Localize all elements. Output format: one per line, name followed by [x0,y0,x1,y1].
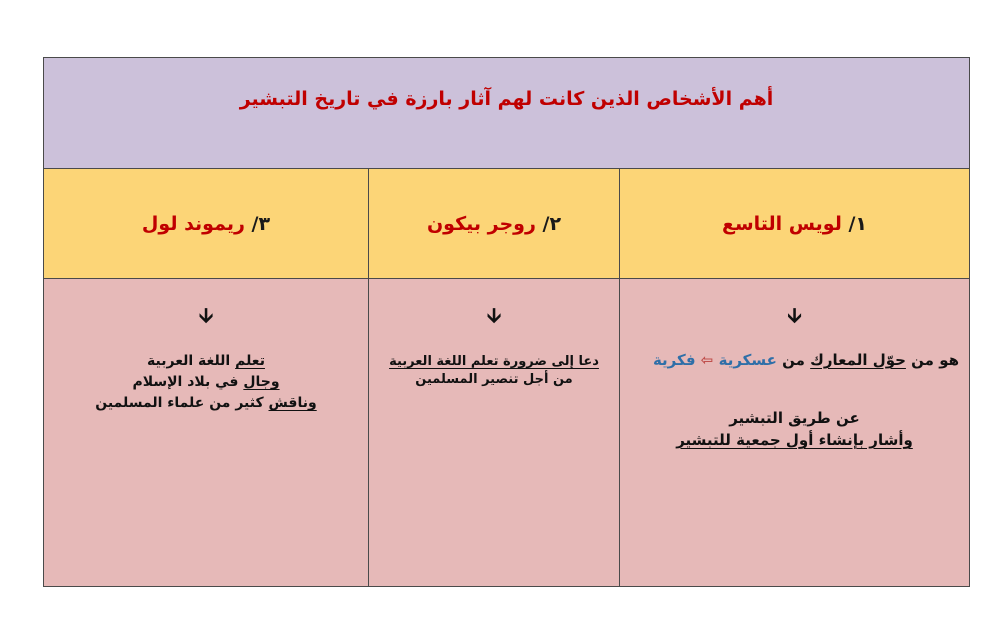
header-number: ١/ [848,212,868,235]
header-cell-roger-bacon [369,169,620,278]
title-row [44,58,969,169]
table-title: أهم الأشخاص الذين كانت لهم آثار بارزة في تاريخ التبشير [239,88,774,110]
content-line-2 [44,372,368,393]
word: تعلم [235,353,265,369]
header-cell-raymond-lull [44,169,369,278]
word: عسكرية [718,351,777,369]
header-number: ٣/ [251,212,271,235]
down-arrow-icon: 🡫 [486,303,502,327]
down-arrow-icon: 🡫 [198,303,214,327]
content-cell-louis-ix [620,279,969,586]
summary-table [43,57,970,587]
left-arrow-icon: ⇦ [700,351,714,369]
header-name: روجر بيكون [426,212,536,235]
word: في بلاد الإسلام [132,374,239,390]
header-name: ريموند لول [141,212,245,235]
header-row [44,169,969,279]
content-cell-raymond-lull [44,279,369,586]
word: من [782,351,805,369]
word: من [911,351,934,369]
content-line-3 [44,393,368,414]
down-arrow-icon: 🡫 [787,303,802,327]
content-lines [369,353,619,389]
content-line-2: عن طريق التبشير [729,409,860,427]
word: كثير من علماء المسلمين [95,395,264,411]
content-cell-roger-bacon [369,279,620,586]
header-name: لويس التاسع [721,212,842,235]
word: فكرية [652,351,696,369]
word: وجال [243,374,280,390]
content-line-1 [653,351,959,369]
content-row [44,279,969,586]
content-line-1: دعا إلى ضرورة تعلم اللغة العربية [389,354,599,369]
header-cell-louis-ix [620,169,969,278]
content-line-1 [44,351,368,372]
content-lines [620,407,969,451]
word: اللغة العربية [147,353,231,369]
word: هو [939,351,959,369]
word: وناقش [268,395,317,411]
header-number: ٢/ [542,212,562,235]
word: حوّل المعارك [810,351,906,369]
content-lines [44,351,368,414]
content-line-2: من أجل تنصير المسلمين [415,372,573,387]
content-line-3: وأشار بإنشاء أول جمعية للتبشير [676,431,913,449]
